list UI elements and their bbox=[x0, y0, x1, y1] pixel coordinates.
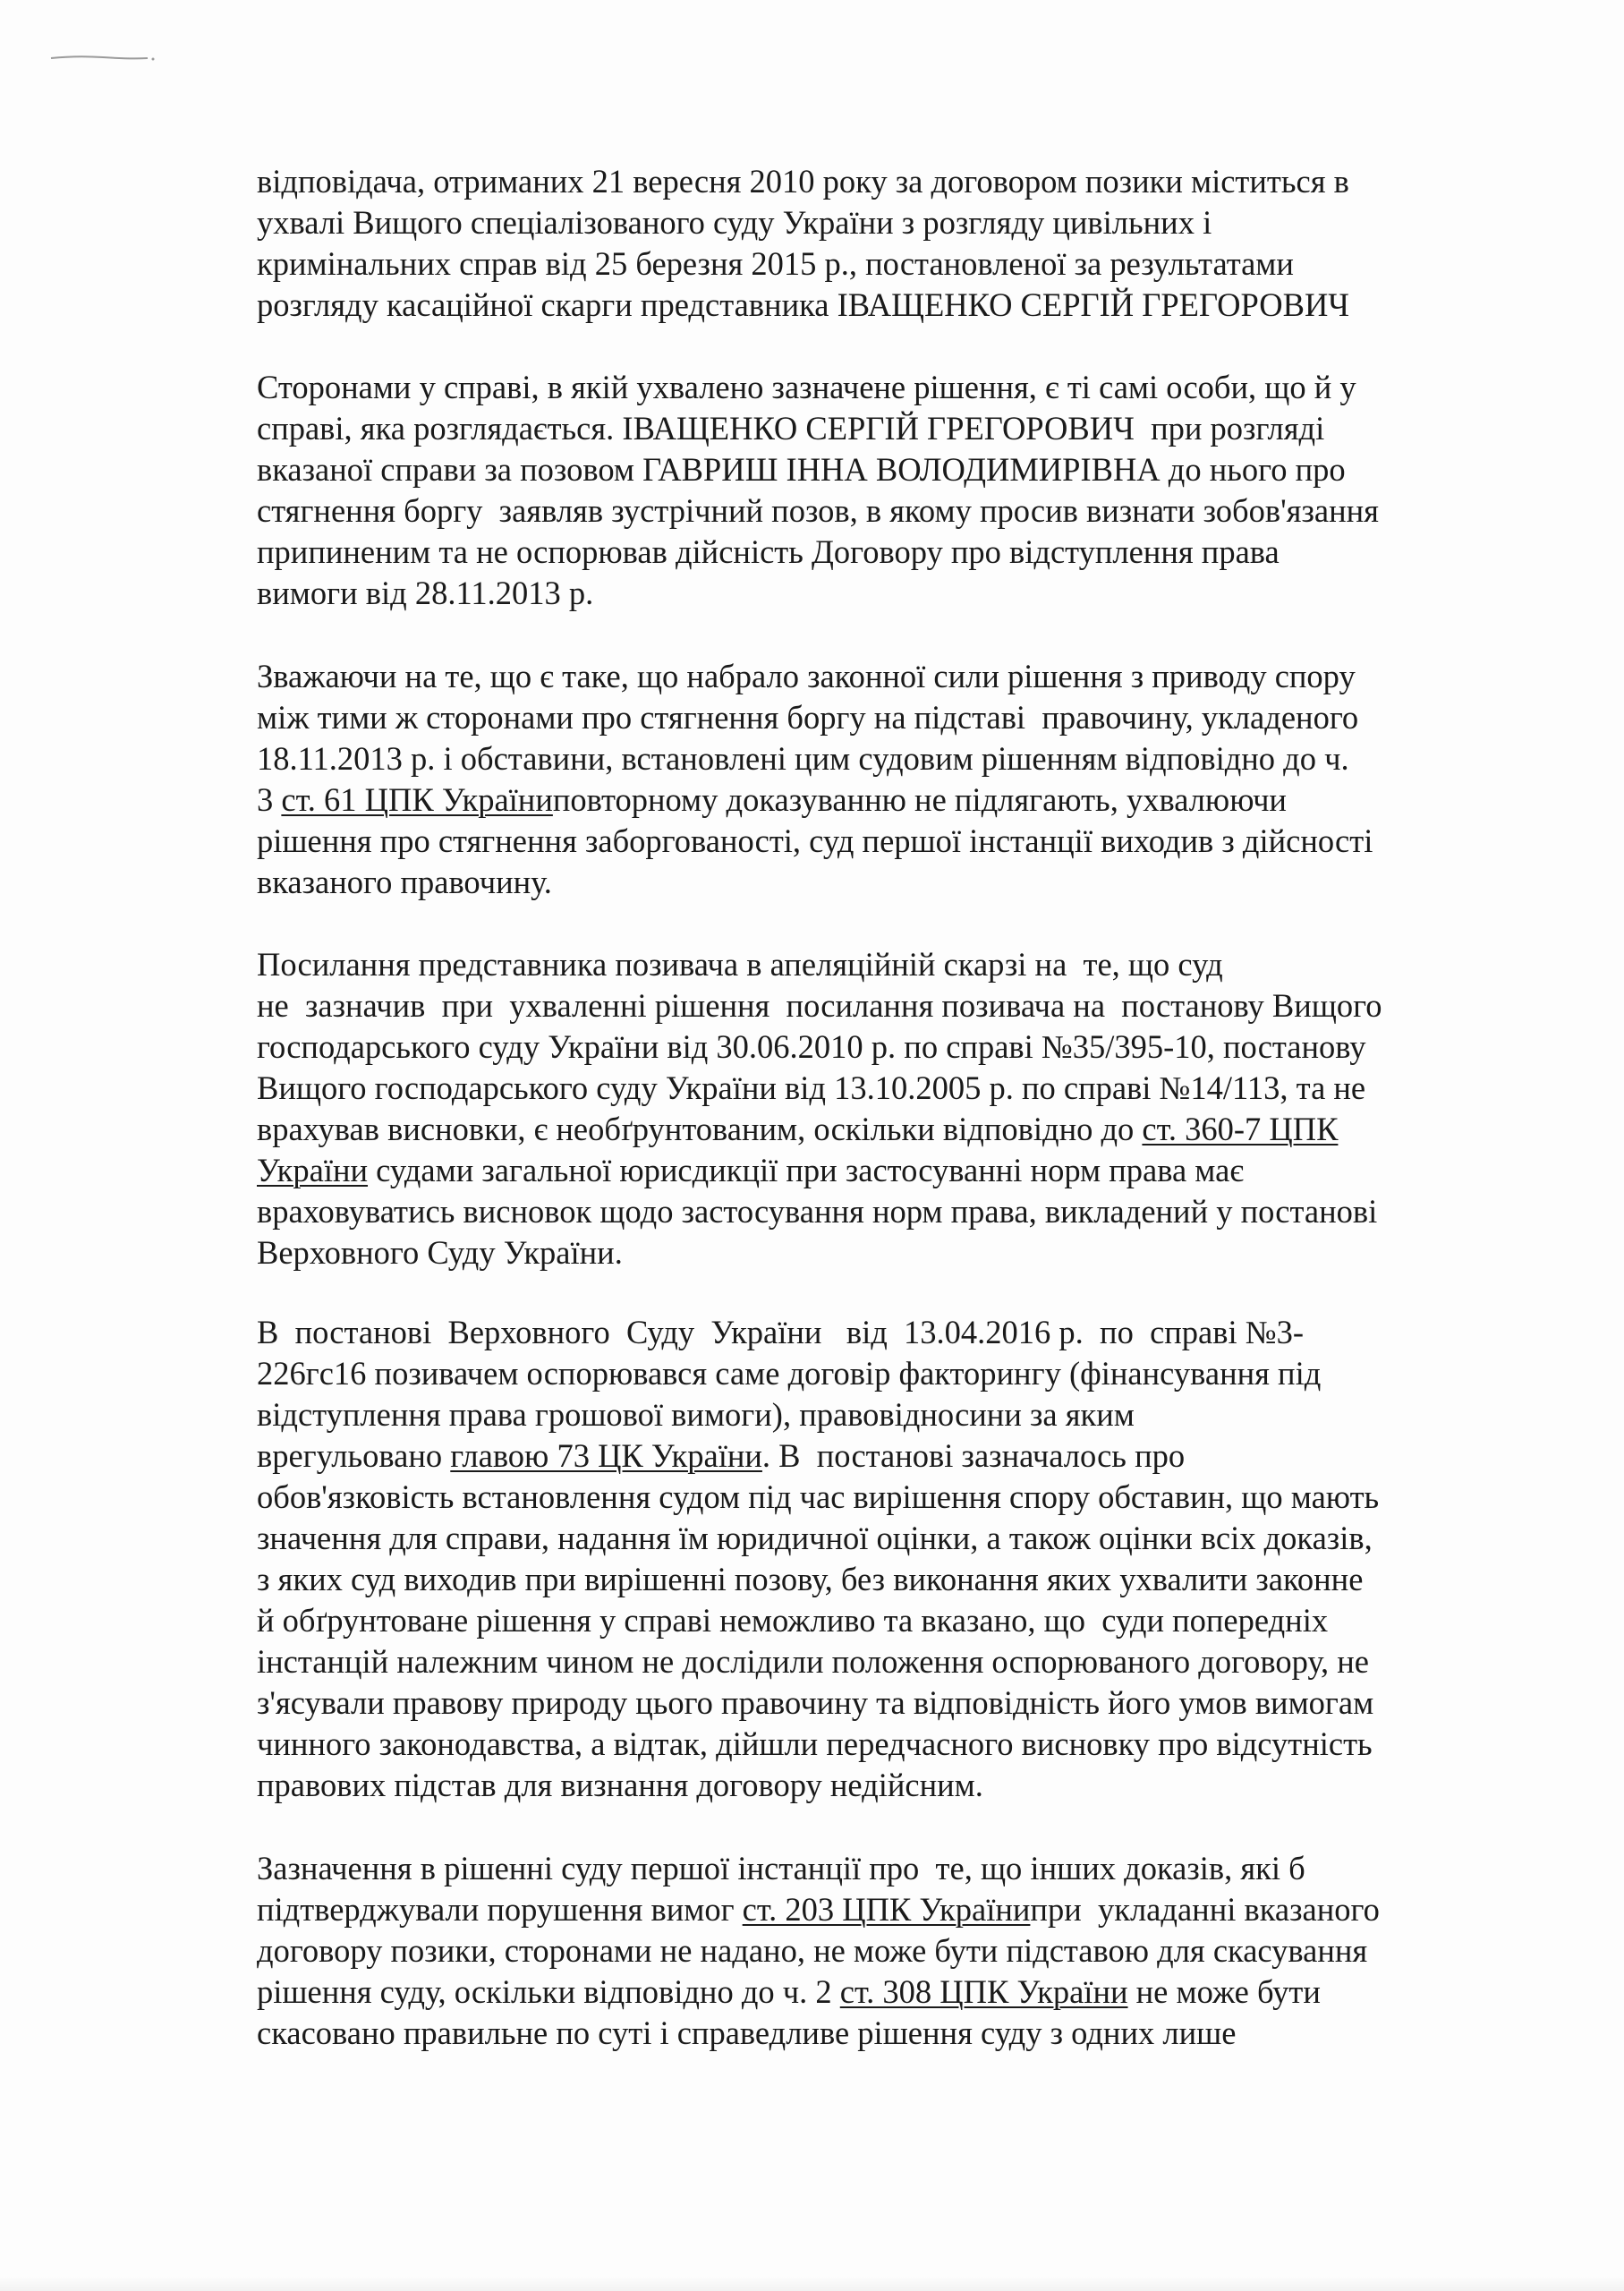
text-line bbox=[257, 1435, 1492, 1477]
text-line bbox=[257, 1848, 1492, 1889]
text-segment: правових підстав для визнання договору недійсним. bbox=[257, 1767, 983, 1803]
text-segment: Зазначення в рішенні суду першої інстанції про те, що інших доказів, які б bbox=[257, 1850, 1305, 1886]
text-segment: судами загальної юрисдикції при застосуванні норм права має bbox=[368, 1152, 1245, 1188]
text-line bbox=[257, 862, 1492, 903]
text-line bbox=[257, 821, 1492, 862]
text-segment: кримінальних справ від 25 березня 2015 р., постановленої за результатами bbox=[257, 245, 1294, 282]
text-segment: господарського суду України від 30.06.2010 р. по справі №35/395-10, постанову bbox=[257, 1028, 1366, 1065]
text-segment: . В постанові зазначалось про bbox=[761, 1437, 1186, 1474]
text-line bbox=[257, 367, 1492, 408]
text-line bbox=[257, 1477, 1492, 1518]
text-segment: з'ясували правову природу цього правочину та відповідність його умов вимогам bbox=[257, 1684, 1374, 1721]
text-segment: відповідача, отриманих 21 вересня 2010 року за договором позики міститься в bbox=[257, 163, 1349, 200]
text-line bbox=[257, 1312, 1492, 1353]
text-segment: справі, яка розглядається. ІВАЩЕНКО СЕРГІЙ ГРЕГОРОВИЧ при розгляді bbox=[257, 410, 1325, 447]
text-line bbox=[257, 1068, 1492, 1109]
text-line bbox=[257, 1972, 1492, 2013]
text-segment: Сторонами у справі, в якій ухвалено зазначене рішення, є ті самі особи, що й у bbox=[257, 369, 1356, 405]
text-line bbox=[257, 1559, 1492, 1600]
text-segment: вказаного правочину. bbox=[257, 864, 552, 900]
text-line bbox=[257, 1765, 1492, 1806]
text-line bbox=[257, 1191, 1492, 1232]
text-segment: врахував висновки, є необґрунтованим, оскільки відповідно до bbox=[257, 1111, 1143, 1147]
text-segment: чинного законодавства, а відтак, дійшли передчасного висновку про відсутність bbox=[257, 1725, 1373, 1762]
text-segment: Вищого господарського суду України від 13.10.2005 р. по справі №14/113, та не bbox=[257, 1069, 1366, 1106]
paragraph-2 bbox=[257, 367, 1492, 614]
text-line bbox=[257, 1518, 1492, 1559]
text-line bbox=[257, 161, 1492, 202]
text-segment: Верховного Суду України. bbox=[257, 1234, 623, 1271]
text-line bbox=[257, 573, 1492, 614]
paragraph-1 bbox=[257, 161, 1492, 326]
text-segment: Посилання представника позивача в апеляційній скарзі на те, що суд bbox=[257, 946, 1223, 983]
text-line bbox=[257, 449, 1492, 490]
text-segment: стягнення боргу заявляв зустрічний позов, в якому просив визнати зобов'язання bbox=[257, 492, 1379, 529]
scan-bottom-edge bbox=[0, 2277, 1624, 2291]
text-segment: підтверджували порушення вимог bbox=[257, 1891, 743, 1928]
text-segment: В постанові Верховного Суду України від 13.04.2016 р. по справі №3- bbox=[257, 1314, 1304, 1350]
text-line bbox=[257, 490, 1492, 532]
text-line bbox=[257, 1889, 1492, 1930]
text-segment: розгляду касаційної скарги представника ІВАЩЕНКО СЕРГІЙ ГРЕГОРОВИЧ bbox=[257, 286, 1350, 323]
text-line bbox=[257, 1109, 1492, 1150]
text-segment: не зазначив при ухваленні рішення посилання позивача на постанову Вищого bbox=[257, 987, 1382, 1024]
text-segment: при укладанні вказаного bbox=[1030, 1891, 1380, 1928]
text-segment: враховуватись висновок щодо застосування норм права, викладений у постанові bbox=[257, 1193, 1378, 1230]
text-line bbox=[257, 1394, 1492, 1435]
law-reference-link[interactable]: України bbox=[257, 1152, 369, 1188]
paragraph-4 bbox=[257, 944, 1492, 1273]
paragraph-3 bbox=[257, 656, 1492, 903]
law-reference-link[interactable]: главою 73 ЦК України bbox=[450, 1437, 762, 1474]
text-segment: вимоги від 28.11.2013 р. bbox=[257, 575, 594, 611]
text-line bbox=[257, 1026, 1492, 1068]
text-segment: відступлення права грошової вимоги), правовідносини за яким bbox=[257, 1396, 1135, 1433]
text-segment: скасовано правильне по суті і справедливе рішення суду з одних лише bbox=[257, 2014, 1237, 2051]
text-segment: 3 bbox=[257, 781, 282, 818]
text-segment: повторному доказуванню не підлягають, ухвалюючи bbox=[552, 781, 1287, 818]
text-line bbox=[257, 1682, 1492, 1724]
text-segment: й обґрунтоване рішення у справі неможливо та вказано, що суди попередніх bbox=[257, 1602, 1329, 1639]
text-line bbox=[257, 738, 1492, 779]
text-line bbox=[257, 697, 1492, 738]
text-line bbox=[257, 1150, 1492, 1191]
text-line bbox=[257, 532, 1492, 573]
text-segment: значення для справи, надання їм юридичної оцінки, а також оцінки всіх доказів, bbox=[257, 1520, 1373, 1556]
text-line bbox=[257, 1724, 1492, 1765]
text-segment: рішення про стягнення заборгованості, суд першої інстанції виходив з дійсності bbox=[257, 822, 1373, 859]
text-segment: не може бути bbox=[1127, 1973, 1321, 2010]
text-segment: вказаної справи за позовом ГАВРИШ ІННА ВОЛОДИМИРІВНА до нього про bbox=[257, 451, 1346, 488]
text-line bbox=[257, 243, 1492, 285]
text-line bbox=[257, 944, 1492, 985]
text-line bbox=[257, 985, 1492, 1026]
text-segment: обов'язковість встановлення судом під час вирішення спору обставин, що мають bbox=[257, 1478, 1380, 1515]
text-segment: з яких суд виходив при вирішенні позову, без виконання яких ухвалити законне bbox=[257, 1561, 1364, 1597]
paragraph-6 bbox=[257, 1848, 1492, 2054]
paragraph-5 bbox=[257, 1312, 1492, 1806]
law-reference-link[interactable]: ст. 360-7 ЦПК bbox=[1142, 1111, 1339, 1147]
text-segment: інстанцій належним чином не дослідили положення оспорюваного договору, не bbox=[257, 1643, 1369, 1680]
law-reference-link[interactable]: ст. 61 ЦПК України bbox=[281, 781, 553, 818]
text-line bbox=[257, 1641, 1492, 1682]
text-line bbox=[257, 2013, 1492, 2054]
text-line bbox=[257, 285, 1492, 326]
text-segment: 18.11.2013 р. і обставини, встановлені цим судовим рішенням відповідно до ч. bbox=[257, 740, 1349, 777]
text-line bbox=[257, 1232, 1492, 1273]
law-reference-link[interactable]: ст. 308 ЦПК України bbox=[839, 1973, 1128, 2010]
scan-artifact-mark bbox=[49, 54, 157, 61]
text-line bbox=[257, 1353, 1492, 1394]
text-segment: 226гс16 позивачем оспорювався саме договір факторингу (фінансування під bbox=[257, 1355, 1322, 1392]
text-segment: договору позики, сторонами не надано, не може бути підставою для скасування bbox=[257, 1932, 1368, 1969]
text-line bbox=[257, 1600, 1492, 1641]
text-line bbox=[257, 656, 1492, 697]
text-segment: ухвалі Вищого спеціалізованого суду України з розгляду цивільних і bbox=[257, 204, 1212, 241]
text-segment: припиненим та не оспорював дійсність Договору про відступлення права bbox=[257, 533, 1280, 570]
text-segment: між тими ж сторонами про стягнення боргу на підставі правочину, укладеного bbox=[257, 699, 1359, 736]
text-segment: Зважаючи на те, що є таке, що набрало законної сили рішення з приводу спору bbox=[257, 658, 1356, 694]
law-reference-link[interactable]: ст. 203 ЦПК України bbox=[742, 1891, 1031, 1928]
text-line bbox=[257, 779, 1492, 821]
text-line bbox=[257, 408, 1492, 449]
text-line bbox=[257, 1930, 1492, 1972]
text-segment: врегульовано bbox=[257, 1437, 451, 1474]
text-line bbox=[257, 202, 1492, 243]
text-segment: рішення суду, оскільки відповідно до ч. 2 bbox=[257, 1973, 840, 2010]
